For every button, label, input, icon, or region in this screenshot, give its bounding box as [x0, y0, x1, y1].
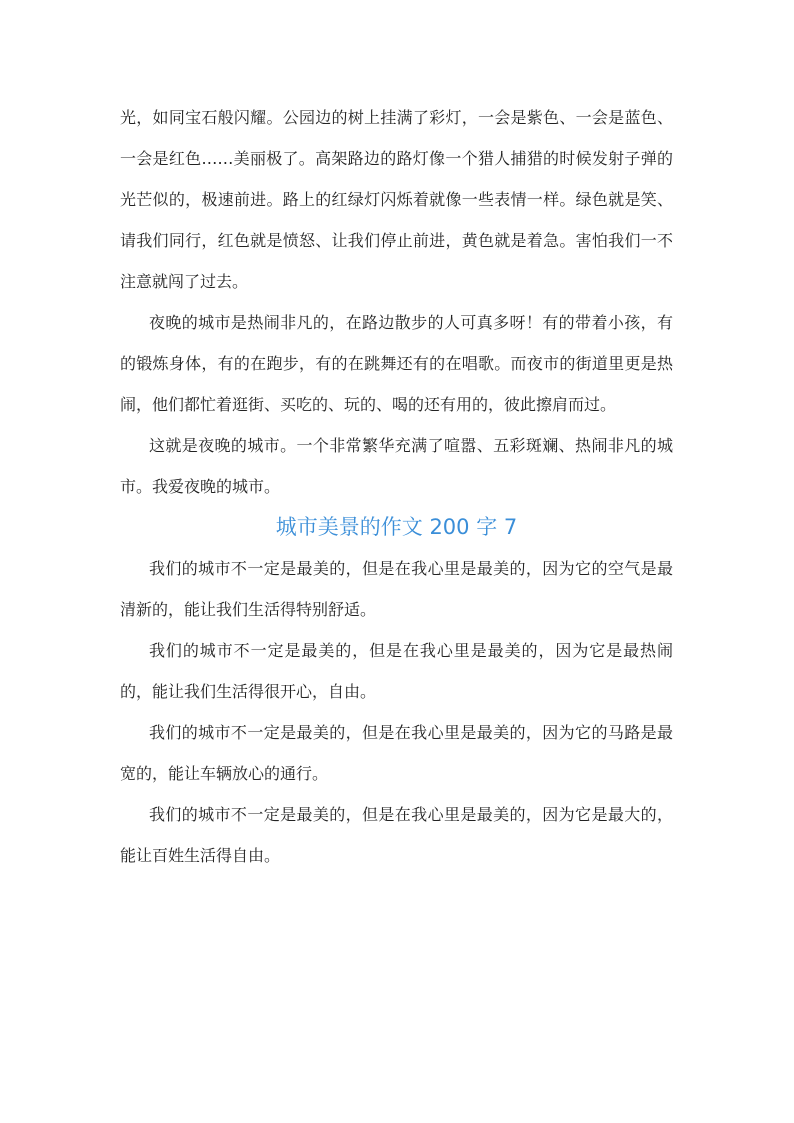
- paragraph-2: 夜晚的城市是热闹非凡的，在路边散步的人可真多呀！有的带着小孩，有的锻炼身体，有的在跑步，有的在跳舞还有的在唱歌。而夜市的街道里更是热闹，他们都忙着逛街、买吃的、玩的、喝的还有用的，彼此擦肩而过。: [120, 313, 673, 414]
- paragraph-7: 我们的城市不一定是最美的，但是在我心里是最美的，因为它是最大的，能让百姓生活得自由。: [120, 805, 673, 865]
- paragraph-6: 我们的城市不一定是最美的，但是在我心里是最美的，因为它的马路是最宽的，能让车辆放心的通行。: [120, 723, 673, 783]
- paragraph-4: 我们的城市不一定是最美的，但是在我心里是最美的，因为它的空气是最清新的，能让我们生活得特别舒适。: [120, 559, 673, 619]
- paragraph-5: 我们的城市不一定是最美的，但是在我心里是最美的，因为它是最热闹的，能让我们生活得很开心，自由。: [120, 641, 673, 701]
- paragraph-3: 这就是夜晚的城市。一个非常繁华充满了喧嚣、五彩斑斓、热闹非凡的城市。我爱夜晚的城市。: [120, 436, 673, 496]
- section-heading: 城市美景的作文 200 字 7: [275, 515, 518, 539]
- paragraph-1: 光，如同宝石般闪耀。公园边的树上挂满了彩灯，一会是紫色、一会是蓝色、一会是红色……美丽极了。高架路边的路灯像一个猎人捕猎的时候发射子弹的光芒似的，极速前进。路上的红绿灯闪烁着就像一些表情一样。绿色就是笑、请我们同行，红色就是愤怒、让我们停止前进，黄色就是着急。害怕我们一不注意就闯了过去。: [120, 108, 673, 291]
- document-page: [120, 97, 673, 876]
